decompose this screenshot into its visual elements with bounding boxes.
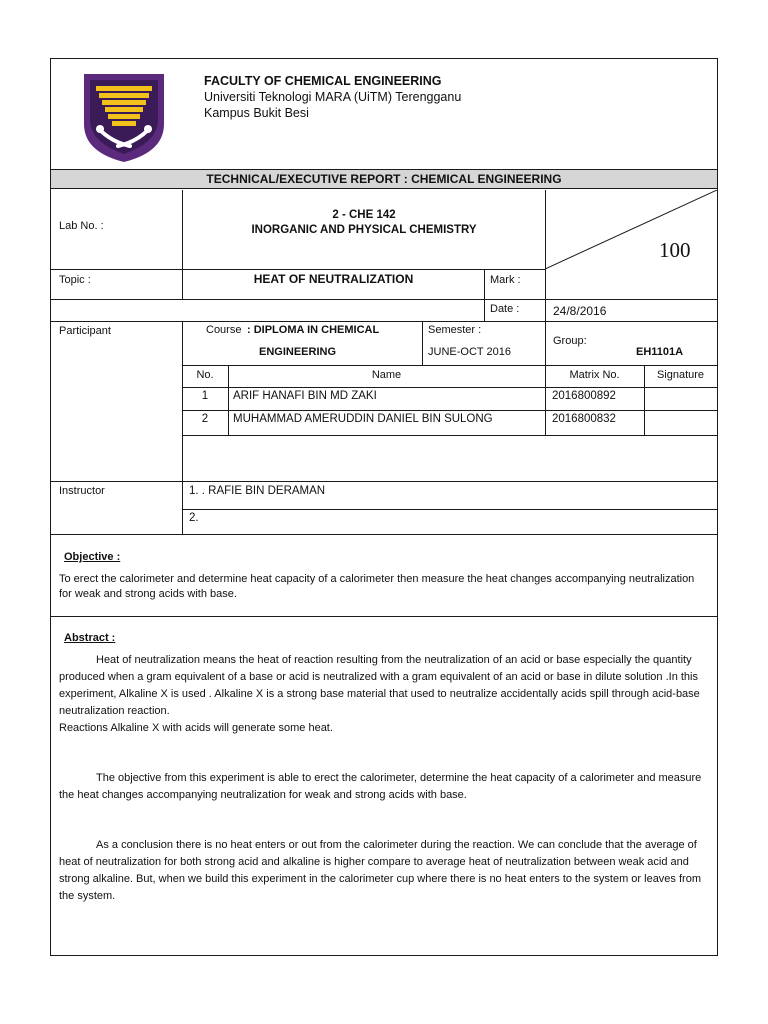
instructor-label: Instructor — [59, 485, 105, 497]
uitm-logo — [82, 72, 166, 164]
lab-code: 2 - CHE 142 — [332, 209, 396, 221]
abstract-heading: Abstract : — [64, 632, 116, 644]
course-value-line2: ENGINEERING — [259, 346, 337, 358]
table-row — [182, 387, 717, 410]
participant-label: Participant — [59, 325, 111, 337]
participant-name: ARIF HANAFI BIN MD ZAKI — [233, 390, 377, 402]
mark-diagonal — [545, 190, 717, 270]
abstract-paragraph-3: As a conclusion there is no heat enters or out from the calorimeter during the reaction. We can conclude that the average of heat of neutralization for both strong acid and alkaline is higher compare to average heat of neutralization between weak acid and strong alkaline. But, when we build this experiment in the calorimeter cup where there is no heat enters to the system or leaves from the system. — [59, 839, 701, 902]
participant-no: 2 — [201, 413, 209, 425]
participant-matrix: 2016800892 — [552, 390, 616, 402]
instructor-2: 2. — [189, 512, 199, 524]
instructor-1: 1. . RAFIE BIN DERAMAN — [189, 485, 326, 497]
topic-label: Topic : — [59, 274, 91, 286]
date-label: Date : — [490, 303, 520, 315]
table-header-signature: Signature — [656, 369, 705, 381]
objective-heading: Objective : — [64, 551, 121, 563]
campus-name: Kampus Bukit Besi — [204, 106, 309, 120]
table-header-no: No. — [196, 369, 214, 381]
topic-value: HEAT OF NEUTRALIZATION — [253, 272, 414, 286]
mark-value: 100 — [659, 238, 691, 262]
date-value: 24/8/2016 — [553, 304, 607, 318]
faculty-name: FACULTY OF CHEMICAL ENGINEERING — [204, 74, 442, 88]
report-title: TECHNICAL/EXECUTIVE REPORT : CHEMICAL ENGINEERING — [206, 172, 562, 186]
abstract-paragraph-1: Heat of neutralization means the heat of reaction resulting from the neutralization of an acid or base especially the quantity produced when a gram equivalent of a base or acid is neutralized with a gram equivalent of an acid or base in dilute solution .In this experiment, Alkaline X is used . Alkaline X is a strong base material that used to neutralize accidentally acids spill through acid-base neutralization reaction. — [59, 654, 700, 717]
semester-value: JUNE-OCT 2016 — [428, 346, 511, 358]
group-value: EH1101A — [636, 346, 684, 358]
lab-course-name: INORGANIC AND PHYSICAL CHEMISTRY — [251, 224, 477, 236]
mark-label: Mark : — [490, 274, 521, 286]
lab-label: Lab No. : — [59, 220, 104, 232]
course-value-line1: : DIPLOMA IN CHEMICAL — [247, 324, 380, 336]
participant-matrix: 2016800832 — [552, 413, 616, 425]
abstract-paragraph-2: The objective from this experiment is able to erect the calorimeter, determine the heat capacity of a calorimeter and measure the heat changes accompanying neutralization for weak and strong acids with base. — [59, 772, 702, 801]
group-label: Group: — [553, 335, 587, 347]
abstract-paragraph-1b: Reactions Alkaline X with acids will generate some heat. — [59, 722, 333, 734]
table-row — [182, 410, 717, 435]
semester-label: Semester : — [428, 324, 482, 336]
table-header-matrix: Matrix No. — [569, 369, 620, 381]
objective-text: To erect the calorimeter and determine heat capacity of a calorimeter then measure the heat changes accompanying neutralization for weak and strong acids with base. — [59, 573, 695, 600]
table-header-name: Name — [371, 369, 402, 381]
participant-no: 1 — [201, 390, 209, 402]
university-name: Universiti Teknologi MARA (UiTM) Terengganu — [204, 90, 462, 104]
course-prefix: Course — [206, 324, 242, 336]
participant-name: MUHAMMAD AMERUDDIN DANIEL BIN SULONG — [233, 413, 493, 425]
